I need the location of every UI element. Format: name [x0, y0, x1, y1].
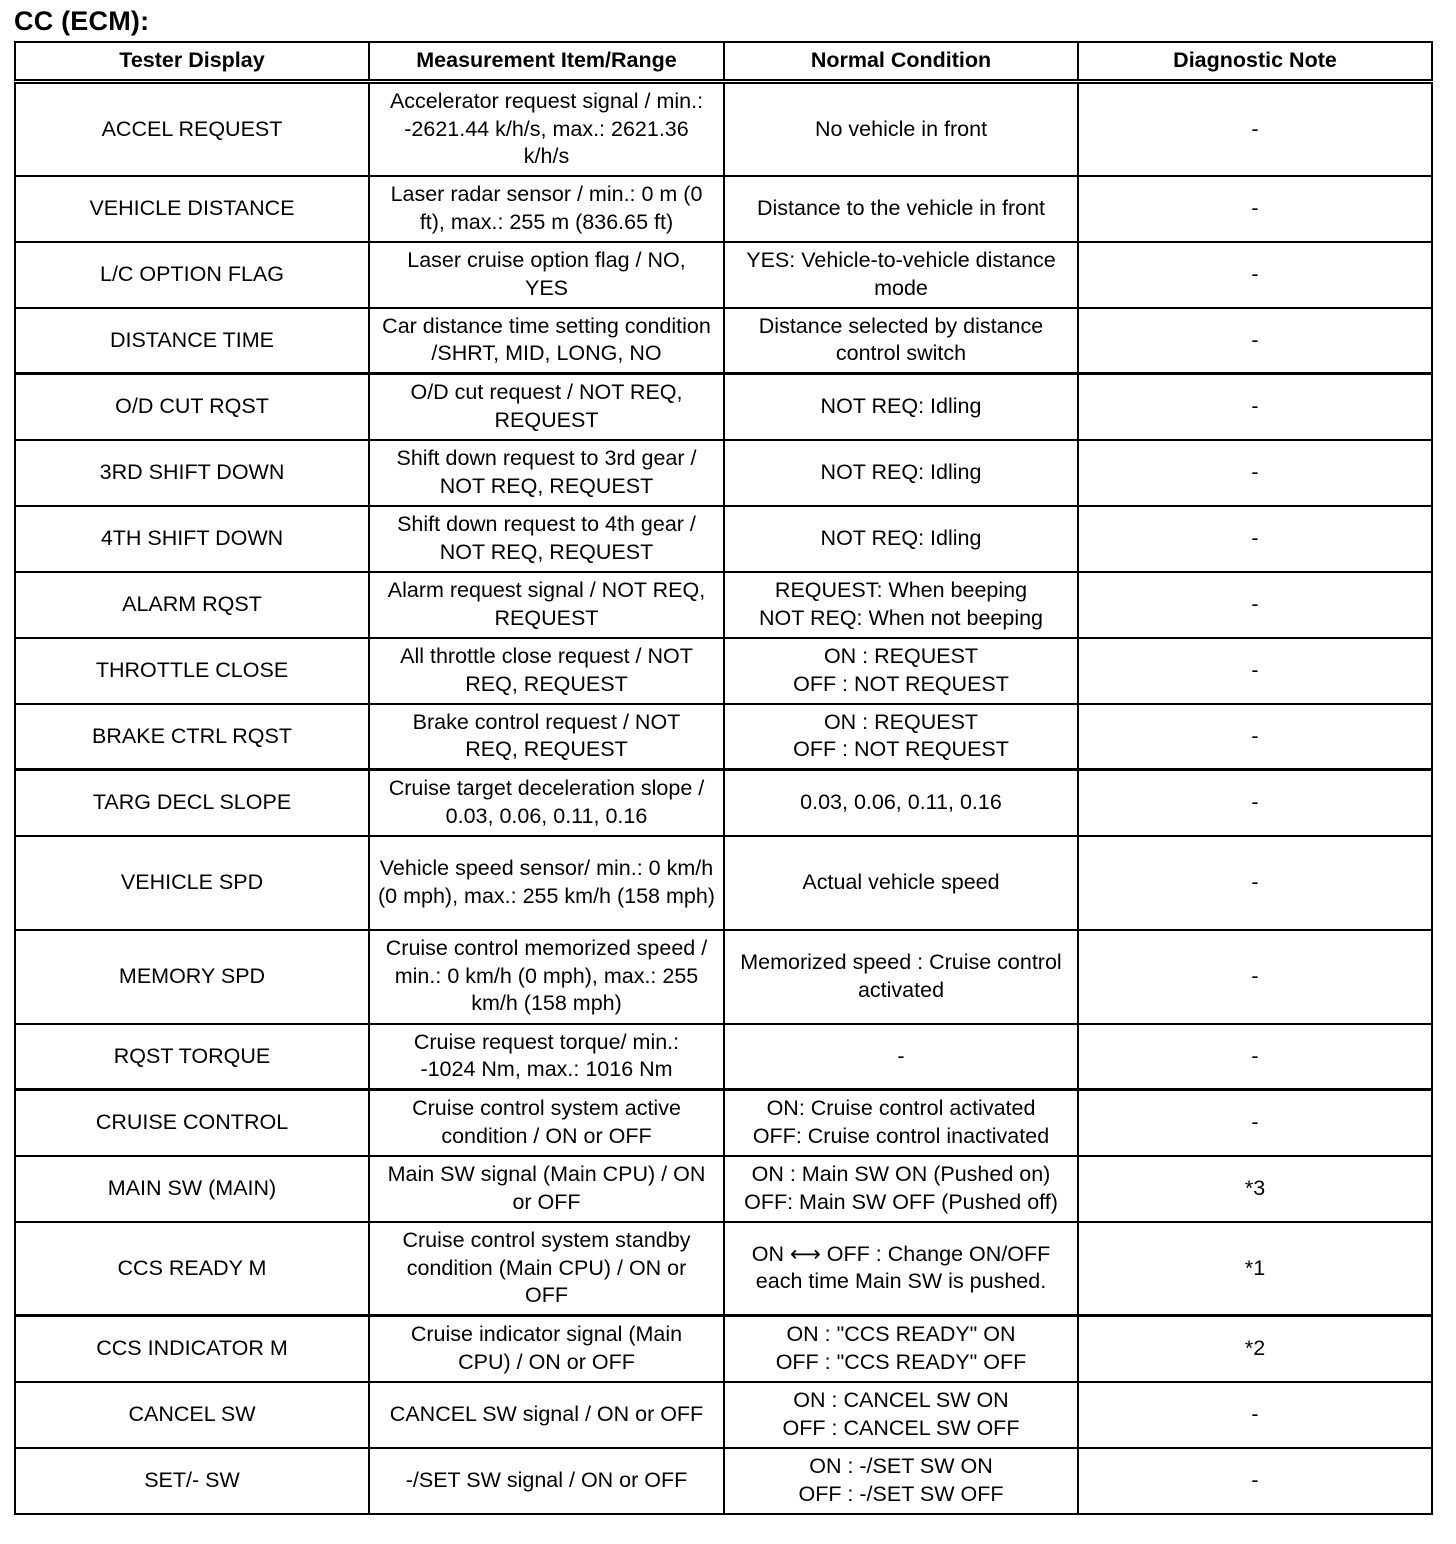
diagnostic-note-cell: -: [1078, 836, 1432, 930]
diagnostic-note-cell: -: [1078, 572, 1432, 638]
table-row: [15, 506, 1432, 572]
normal-condition-cell: Memorized speed : Cruise control activated: [724, 930, 1078, 1024]
page-title: CC (ECM):: [14, 6, 150, 36]
tester-display-cell: 3RD SHIFT DOWN: [15, 440, 369, 506]
normal-condition-cell: ON : CANCEL SW ON OFF : CANCEL SW OFF: [724, 1382, 1078, 1448]
table-row: [15, 1448, 1432, 1514]
measurement-item-text: Accelerator request signal / min.: -2621.44 k/h/s, max.: 2621.36 k/h/s: [389, 89, 704, 168]
column-header-tester-display: Tester Display: [15, 42, 369, 82]
diagnostic-note-cell: -: [1078, 1024, 1432, 1090]
measurement-item-cell: Car distance time setting condition /SHRT, MID, LONG, NO: [369, 308, 724, 374]
measurement-item-cell: -/SET SW signal / ON or OFF: [369, 1448, 724, 1514]
normal-condition-cell: ON : REQUEST OFF : NOT REQUEST: [724, 704, 1078, 770]
measurement-item-cell: Vehicle speed sensor/ min.: 0 km/h (0 mph), max.: 255 km/h (158 mph): [369, 836, 724, 930]
diagnostic-note-cell: -: [1078, 374, 1432, 440]
measurement-item-cell: Shift down request to 4th gear / NOT REQ, REQUEST: [369, 506, 724, 572]
tester-display-cell: DISTANCE TIME: [15, 308, 369, 374]
measurement-item-cell: Alarm request signal / NOT REQ, REQUEST: [369, 572, 724, 638]
table-row: [15, 1222, 1432, 1316]
tester-display-cell: MEMORY SPD: [15, 930, 369, 1024]
tester-display-cell: ACCEL REQUEST: [15, 82, 369, 176]
tester-display-cell: THROTTLE CLOSE: [15, 638, 369, 704]
table-row: [15, 440, 1432, 506]
normal-condition-cell: REQUEST: When beeping NOT REQ: When not beeping: [724, 572, 1078, 638]
measurement-item-text: Cruise request torque/ min.: -1024 Nm, max.: 1016 Nm: [413, 1029, 680, 1082]
normal-condition-cell: ON : REQUEST OFF : NOT REQUEST: [724, 638, 1078, 704]
table-row: [15, 836, 1432, 930]
measurement-item-cell: [369, 82, 724, 176]
tester-display-cell: ALARM RQST: [15, 572, 369, 638]
table-row: [15, 242, 1432, 308]
table-row: [15, 1316, 1432, 1382]
normal-condition-cell: No vehicle in front: [724, 82, 1078, 176]
measurement-item-cell: [369, 1090, 724, 1156]
tester-display-cell: CANCEL SW: [15, 1382, 369, 1448]
tester-display-cell: 4TH SHIFT DOWN: [15, 506, 369, 572]
normal-condition-cell: NOT REQ: Idling: [724, 374, 1078, 440]
tester-display-cell: L/C OPTION FLAG: [15, 242, 369, 308]
table-row: [15, 308, 1432, 374]
measurement-item-cell: [369, 242, 724, 308]
table-row: [15, 374, 1432, 440]
normal-condition-cell: ON : Main SW ON (Pushed on) OFF: Main SW OFF (Pushed off): [724, 1156, 1078, 1222]
table-row: [15, 1090, 1432, 1156]
diagnostic-note-cell: -: [1078, 770, 1432, 836]
normal-condition-cell: Actual vehicle speed: [724, 836, 1078, 930]
measurement-item-cell: [369, 638, 724, 704]
tester-display-cell: CRUISE CONTROL: [15, 1090, 369, 1156]
table-row: [15, 930, 1432, 1024]
table-row: [15, 1024, 1432, 1090]
normal-condition-cell: ON: Cruise control activated OFF: Cruise control inactivated: [724, 1090, 1078, 1156]
diagnostic-note-cell: *3: [1078, 1156, 1432, 1222]
measurement-item-cell: Cruise target deceleration slope / 0.03, 0.06, 0.11, 0.16: [369, 770, 724, 836]
diagnostic-note-cell: -: [1078, 1090, 1432, 1156]
measurement-item-text: O/D cut request / NOT REQ, REQUEST: [410, 380, 683, 432]
diagnostic-note-cell: *1: [1078, 1222, 1432, 1316]
column-header-normal-condition: Normal Condition: [724, 42, 1078, 82]
table-row: [15, 82, 1432, 176]
measurement-item-text: Cruise control system active condition / ON or OFF: [412, 1096, 681, 1148]
measurement-item-text: Main SW signal (Main CPU) / ON or OFF: [387, 1162, 706, 1214]
tester-display-cell: TARG DECL SLOPE: [15, 770, 369, 836]
tester-display-cell: CCS INDICATOR M: [15, 1316, 369, 1382]
tester-display-cell: BRAKE CTRL RQST: [15, 704, 369, 770]
measurement-item-text: Laser cruise option flag / NO, YES: [407, 248, 686, 300]
diagnostic-note-cell: -: [1078, 82, 1432, 176]
diagnostic-note-cell: -: [1078, 704, 1432, 770]
normal-condition-cell: 0.03, 0.06, 0.11, 0.16: [724, 770, 1078, 836]
diagnostic-note-cell: -: [1078, 506, 1432, 572]
diagnostic-note-cell: -: [1078, 440, 1432, 506]
normal-condition-cell: [724, 308, 1078, 374]
normal-condition-cell: YES: Vehicle-to-vehicle distance mode: [724, 242, 1078, 308]
normal-condition-cell: ON ⟷ OFF : Change ON/OFF each time Main SW is pushed.: [724, 1222, 1078, 1316]
normal-condition-cell: -: [724, 1024, 1078, 1090]
table-row: [15, 770, 1432, 836]
normal-condition-cell: ON : -/SET SW ON OFF : -/SET SW OFF: [724, 1448, 1078, 1514]
tester-display-cell: VEHICLE SPD: [15, 836, 369, 930]
diagnostic-note-cell: -: [1078, 1382, 1432, 1448]
tester-display-cell: O/D CUT RQST: [15, 374, 369, 440]
measurement-item-text: All throttle close request / NOT REQ, REQUEST: [400, 644, 693, 696]
table-row: [15, 176, 1432, 242]
column-header-diagnostic-note: Diagnostic Note: [1078, 42, 1432, 82]
diagnostic-note-cell: -: [1078, 1448, 1432, 1514]
measurement-item-text: Cruise control system standby condition (Main CPU) / ON or OFF: [402, 1228, 691, 1307]
diagnostic-note-cell: -: [1078, 638, 1432, 704]
measurement-item-cell: Shift down request to 3rd gear / NOT REQ, REQUEST: [369, 440, 724, 506]
column-header-measurement-item: Measurement Item/Range: [369, 42, 724, 82]
diagnostic-note-cell: *2: [1078, 1316, 1432, 1382]
table-row: [15, 704, 1432, 770]
normal-condition-cell: Distance to the vehicle in front: [724, 176, 1078, 242]
table-row: [15, 638, 1432, 704]
normal-condition-text: Distance selected by distance control switch: [758, 313, 1044, 366]
diagnostic-note-cell: -: [1078, 930, 1432, 1024]
tester-display-cell: SET/- SW: [15, 1448, 369, 1514]
table-body: [15, 82, 1432, 1514]
measurement-item-cell: [369, 1222, 724, 1316]
table-header-row: [15, 42, 1432, 82]
measurement-item-text: Cruise indicator signal (Main CPU) / ON or OFF: [410, 1322, 683, 1374]
measurement-item-text: Brake control request / NOT REQ, REQUEST: [412, 709, 681, 762]
tester-display-cell: CCS READY M: [15, 1222, 369, 1316]
table-row: [15, 572, 1432, 638]
tester-display-cell: RQST TORQUE: [15, 1024, 369, 1090]
measurement-item-cell: [369, 1316, 724, 1382]
data-monitor-table: [14, 41, 1433, 1515]
measurement-item-cell: [369, 1156, 724, 1222]
measurement-item-cell: [369, 704, 724, 770]
table-row: [15, 1156, 1432, 1222]
diagnostic-note-cell: -: [1078, 242, 1432, 308]
normal-condition-cell: ON : "CCS READY" ON OFF : "CCS READY" OFF: [724, 1316, 1078, 1382]
measurement-item-cell: [369, 374, 724, 440]
measurement-item-cell: Cruise control memorized speed / min.: 0 km/h (0 mph), max.: 255 km/h (158 mph): [369, 930, 724, 1024]
table-row: [15, 1382, 1432, 1448]
tester-display-cell: VEHICLE DISTANCE: [15, 176, 369, 242]
measurement-item-cell: [369, 1024, 724, 1090]
normal-condition-cell: NOT REQ: Idling: [724, 506, 1078, 572]
normal-condition-cell: NOT REQ: Idling: [724, 440, 1078, 506]
tester-display-cell: MAIN SW (MAIN): [15, 1156, 369, 1222]
diagnostic-note-cell: -: [1078, 176, 1432, 242]
measurement-item-cell: CANCEL SW signal / ON or OFF: [369, 1382, 724, 1448]
measurement-item-cell: Laser radar sensor / min.: 0 m (0 ft), max.: 255 m (836.65 ft): [369, 176, 724, 242]
diagnostic-note-cell: -: [1078, 308, 1432, 374]
